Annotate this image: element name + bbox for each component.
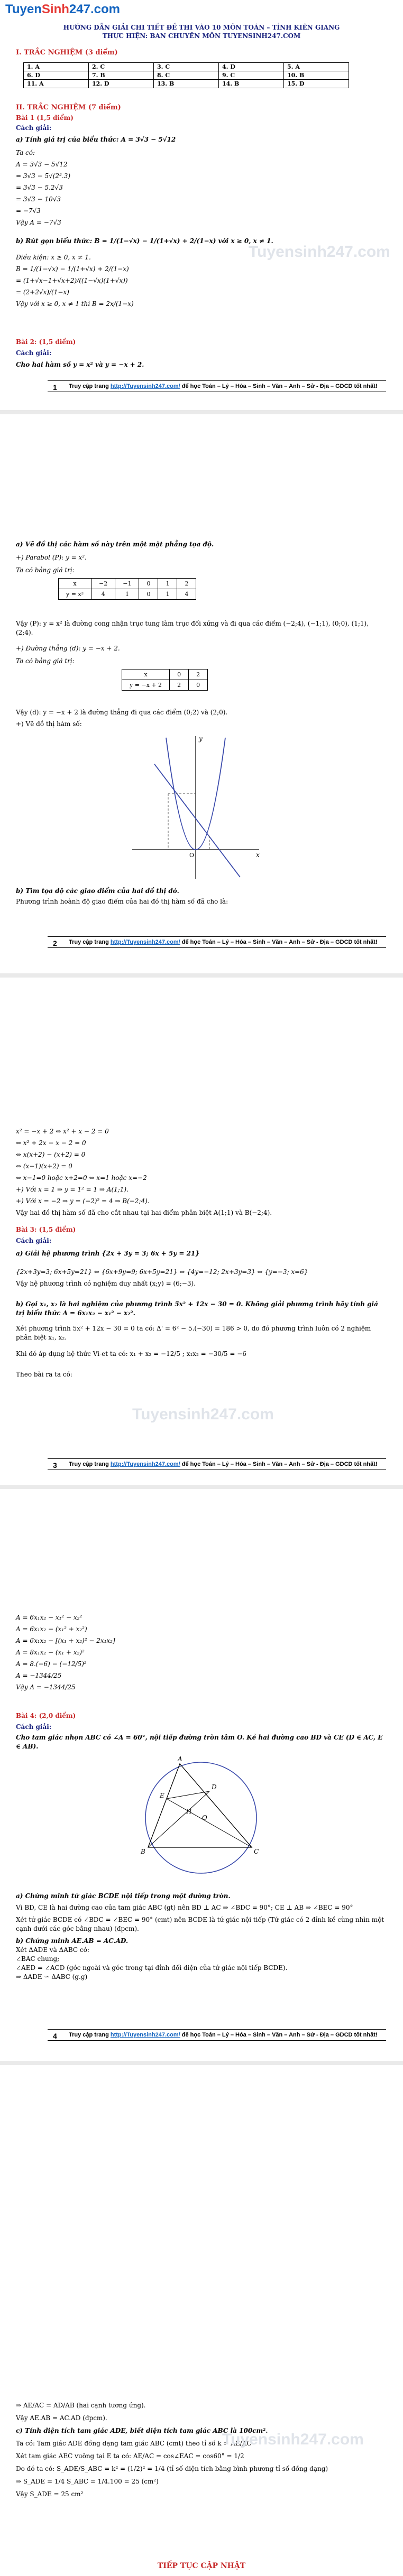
vt-cell: 0 xyxy=(139,589,158,600)
ans-cell: 7. B xyxy=(89,71,154,80)
math-line: Vậy hệ phương trình có nghiệm duy nhất (x;y) = (6;−3). xyxy=(16,1280,196,1287)
text-line: ⇒ AE/AC = AD/AB (hai cạnh tương ứng). xyxy=(16,2402,146,2409)
label-e: E xyxy=(160,1792,164,1799)
q3b-solution xyxy=(16,1324,386,1379)
bai1-heading: Bài 1 (1,5 điểm) xyxy=(16,114,74,122)
table-intro: Ta có bảng giá trị: xyxy=(16,566,75,574)
math-line: ⇔ x(x+2) − (x+2) = 0 xyxy=(16,1151,86,1158)
ans-cell: 14. B xyxy=(219,80,284,88)
q3b-calc xyxy=(16,1612,115,1693)
altitude-ce xyxy=(167,1799,252,1847)
q1b-title: b) Rút gọn biểu thức: B = 1/(1−√x) − 1/(1+√x) + 2/(1−x) với x ≥ 0, x ≠ 1. xyxy=(16,237,273,245)
ans-cell: 2. C xyxy=(89,63,154,71)
footer-suffix: để học Toán – Lý – Hóa – Sinh – Văn – Anh – Sử - Địa – GDCD tốt nhất! xyxy=(181,1461,378,1467)
page-divider xyxy=(0,410,403,414)
text-line: Xét tam giác AEC vuông tại E ta có: AE/AC = cos∠EAC = cos60° = 1/2 xyxy=(16,2452,244,2460)
line-d: +) Đường thẳng (d): y = −x + 2. xyxy=(16,645,120,652)
bai4-given: Cho tam giác nhọn ABC có ∠A = 60°, nội tiếp đường tròn tâm O. Kẻ hai đường cao BD và CE (D ∈ AC, E ∈ AB). xyxy=(16,1734,383,1750)
math-line: A = 8x₁x₂ − (x₁ + x₂)² xyxy=(16,1649,85,1656)
continue-label: TIẾP TỤC CẬP NHẬT xyxy=(157,2562,246,2570)
bai2-heading: Bài 2: (1,5 điểm) xyxy=(16,338,76,346)
q4c-solution xyxy=(16,2399,386,2500)
page-footer xyxy=(48,1458,386,1470)
math-line: +) Với x = −2 ⇒ y = (−2)² = 4 ⇒ B(−2;4). xyxy=(16,1197,150,1205)
parabol-line: +) Parabol (P): y = x². xyxy=(16,554,87,561)
text-line: b) Chứng minh AE.AB = AC.AD. xyxy=(16,1937,129,1945)
q2b-title: b) Tìm tọa độ các giao điểm của hai đồ thị đó. xyxy=(16,887,179,895)
math-line: Điều kiện: x ≥ 0, x ≠ 1. xyxy=(16,254,91,261)
logo-part3: 247.com xyxy=(69,2,120,16)
ans-cell: 15. D xyxy=(284,80,349,88)
footer-prefix: Truy cập trang xyxy=(69,383,109,389)
ans-cell: 10. B xyxy=(284,71,349,80)
ans-cell: 6. D xyxy=(24,71,89,80)
line-note: Vậy (d): y = −x + 2 là đường thẳng đi qua các điểm (0;2) và (2;0). xyxy=(16,709,228,716)
bai2-given: Cho hai hàm số y = x² và y = −x + 2. xyxy=(16,361,144,368)
ans-cell: 1. A xyxy=(24,63,89,71)
ans-cell: 9. C xyxy=(219,71,284,80)
vt-cell: 1 xyxy=(158,589,177,600)
footer-link[interactable]: http://Tuyensinh247.com/ xyxy=(110,1461,180,1467)
math-line: +) Với x = 1 ⇒ y = 1² = 1 ⇒ A(1;1). xyxy=(16,1186,129,1193)
footer-prefix: Truy cập trang xyxy=(69,1461,109,1467)
math-line: ⇔ x² + 2x − x − 2 = 0 xyxy=(16,1139,86,1147)
page-footer xyxy=(48,2029,386,2041)
footer-suffix: để học Toán – Lý – Hóa – Sinh – Văn – Anh – Sử - Địa – GDCD tốt nhất! xyxy=(181,2032,378,2038)
vt-cell: 2 xyxy=(189,669,208,680)
footer-link[interactable]: http://Tuyensinh247.com/ xyxy=(110,939,180,945)
q2b-intro: Phương trình hoành độ giao điểm của hai đồ thị hàm số đã cho là: xyxy=(16,898,228,905)
vt-cell: y = −x + 2 xyxy=(122,680,170,691)
footer-link[interactable]: http://Tuyensinh247.com/ xyxy=(110,2032,180,2038)
bai4-heading: Bài 4: (2,0 điểm) xyxy=(16,1712,76,1719)
math-line: Vậy hai đồ thị hàm số đã cho cắt nhau tại hai điểm phân biệt A(1;1) và B(−2;4). xyxy=(16,1209,272,1216)
vt-cell: 0 xyxy=(139,579,158,589)
math-line: = (1+√x−1+√x+2)/((1−√x)(1+√x)) xyxy=(16,277,128,284)
q1b-solution xyxy=(16,252,134,310)
page-number: 3 xyxy=(53,1461,57,1470)
text-line: Do đó ta có: S_ADE/S_ABC = k² = (1/2)² = 1/4 (tỉ số diện tích bằng bình phương tỉ số đồng dạng) xyxy=(16,2465,328,2472)
footer-suffix: để học Toán – Lý – Hóa – Sinh – Văn – Anh – Sử - Địa – GDCD tốt nhất! xyxy=(181,383,378,389)
vt-cell: 1 xyxy=(115,589,139,600)
bai3-heading: Bài 3: (1,5 điểm) xyxy=(16,1226,76,1233)
math-line: = 3√3 − 10√3 xyxy=(16,196,61,203)
math-line: x² = −x + 2 ⇔ x² + x − 2 = 0 xyxy=(16,1128,109,1135)
text-line: Theo bài ra ta có: xyxy=(16,1371,72,1378)
ans-cell: 12. D xyxy=(89,80,154,88)
vt-cell: x xyxy=(122,669,170,680)
origin-label: O xyxy=(189,852,195,859)
page-number: 2 xyxy=(53,939,57,947)
text-line: ∠BAC chung; xyxy=(16,1955,60,1963)
logo-part1: Tuyen xyxy=(5,2,42,16)
x-axis-label: x xyxy=(256,851,260,859)
math-line: A = −1344/25 xyxy=(16,1672,62,1679)
segment-de xyxy=(167,1791,209,1799)
label-d: D xyxy=(212,1783,217,1791)
circumcircle xyxy=(145,1762,257,1873)
vt-cell: 1 xyxy=(158,579,177,589)
vt-cell: 0 xyxy=(189,680,208,691)
math-line: = 3√3 − 5√(2².3) xyxy=(16,172,71,180)
math-line: Vậy A = −7√3 xyxy=(16,219,61,226)
value-table-parabol xyxy=(58,578,196,600)
text-line: Ta có: Tam giác ADE đồng dạng tam giác ABC (cmt) theo tỉ số k = AE/AC xyxy=(16,2440,252,2447)
page-footer xyxy=(48,936,386,948)
y-axis-label: y xyxy=(199,735,203,742)
vt-cell: −1 xyxy=(115,579,139,589)
label-a: A xyxy=(178,1755,182,1763)
doc-title xyxy=(0,23,403,40)
text-line: Xét tứ giác BCDE có ∠BDC = ∠BEC = 90° (cmt) nên BCDE là tứ giác nội tiếp (Tứ giác có 2 đỉnh kề cùng nhìn một cạnh dưới các góc bằng nhau) (đpcm). xyxy=(16,1916,384,1932)
page-divider xyxy=(0,973,403,978)
math-line: Vậy với x ≥ 0, x ≠ 1 thì B = 2x/(1−x) xyxy=(16,300,134,308)
footer-link[interactable]: http://Tuyensinh247.com/ xyxy=(110,383,180,389)
vt-cell: y = x² xyxy=(59,589,91,600)
footer-suffix: để học Toán – Lý – Hóa – Sinh – Văn – Anh – Sử - Địa – GDCD tốt nhất! xyxy=(181,939,378,945)
footer-prefix: Truy cập trang xyxy=(69,2032,109,2038)
q2b-solution xyxy=(16,1126,386,1219)
page-4 xyxy=(0,1606,403,2576)
cach-giai-label-4: Cách giải: xyxy=(16,1723,52,1731)
footer-prefix: Truy cập trang xyxy=(69,939,109,945)
text-line: ⇒ S_ADE = 1/4 S_ABC = 1/4.100 = 25 (cm²) xyxy=(16,2478,159,2485)
ans-cell: 3. C xyxy=(154,63,219,71)
label-b: B xyxy=(141,1848,145,1855)
math-line: A = 6x₁x₂ − x₁² − x₂² xyxy=(16,1614,83,1621)
math-line: {2x+3y=3; 6x+5y=21} ⇔ {6x+9y=9; 6x+5y=21} ⇔ {4y=−12; 2x+3y=3} ⇔ {y=−3; x=6} xyxy=(16,1268,308,1276)
watermark: Tuyensinh247.com xyxy=(249,243,390,261)
text-line: Vậy S_ADE = 25 cm² xyxy=(16,2490,84,2498)
math-line: = 3√3 − 5.2√3 xyxy=(16,184,63,191)
draw-intro: +) Vẽ đồ thị hàm số: xyxy=(16,720,82,728)
text-line: Xét phương trình 5x² + 12x − 30 = 0 ta có: Δ' = 6² − 5.(−30) = 186 > 0, do đó phương trình luôn có 2 nghiệm phân biệt x₁, x₂. xyxy=(16,1325,371,1341)
watermark: Tuyensinh247.com xyxy=(222,2431,364,2448)
text-line: ∠AED = ∠ACD (góc ngoài và góc trong tại đỉnh đối diện của tứ giác nội tiếp BCDE). xyxy=(16,1964,288,1971)
math-line: A = 6x₁x₂ − [(x₁ + x₂)² − 2x₁x₂] xyxy=(16,1637,115,1644)
q1a-solution xyxy=(16,147,70,228)
math-line: ⇔ (x−1)(x+2) = 0 xyxy=(16,1163,72,1170)
table-intro-2: Ta có bảng giá trị: xyxy=(16,657,75,665)
vt-cell: 4 xyxy=(91,589,115,600)
answer-table xyxy=(23,62,349,88)
q2a-title: a) Vẽ đồ thị các hàm số này trên một mặt phẳng tọa độ. xyxy=(16,541,214,548)
math-line: B = 1/(1−√x) − 1/(1+√x) + 2/(1−x) xyxy=(16,265,129,273)
logo xyxy=(5,2,120,17)
vt-cell: x xyxy=(59,579,91,589)
ans-cell: 13. B xyxy=(154,80,219,88)
label-h: H xyxy=(186,1808,192,1815)
q3a-title: a) Giải hệ phương trình {2x + 3y = 3; 6x + 5y = 21} xyxy=(16,1250,200,1257)
vt-cell: 2 xyxy=(177,579,196,589)
math-line: = (2+2√x)/(1−x) xyxy=(16,289,69,296)
ans-cell: 5. A xyxy=(284,63,349,71)
text-line: Xét ΔADE và ΔABC có: xyxy=(16,1946,89,1954)
part1-heading: I. TRẮC NGHIỆM (3 điểm) xyxy=(16,49,118,57)
geometry-figure xyxy=(127,1754,275,1881)
vt-cell: −2 xyxy=(91,579,115,589)
q4a-title: a) Chứng minh tứ giác BCDE nội tiếp trong một đường tròn. xyxy=(16,1892,231,1900)
value-table-line xyxy=(122,669,208,691)
altitude-bd xyxy=(148,1791,209,1847)
math-line: Vậy A = −1344/25 xyxy=(16,1684,76,1691)
q4a-solution xyxy=(16,1903,386,1982)
math-line: Ta có: xyxy=(16,149,35,156)
page-2 xyxy=(0,419,403,1068)
page-divider xyxy=(0,2061,403,2065)
cach-giai-label-2: Cách giải: xyxy=(16,349,52,357)
logo-part2: Sinh xyxy=(41,2,69,16)
math-line: ⇔ x−1=0 hoặc x+2=0 ⇔ x=1 hoặc x=−2 xyxy=(16,1174,147,1182)
q3b-title: b) Gọi x₁, x₂ là hai nghiệm của phương trình 5x² + 12x − 30 = 0. Không giải phương trình hãy tính giá trị biểu thức A = 6x₁x₂ − x₁² − x₂². xyxy=(16,1300,378,1317)
math-line: A = 3√3 − 5√12 xyxy=(16,161,68,168)
page-number: 1 xyxy=(53,383,57,392)
watermark: Tuyensinh247.com xyxy=(132,1406,274,1423)
vt-cell: 4 xyxy=(177,589,196,600)
text-line: Vậy AE.AB = AC.AD (đpcm). xyxy=(16,2414,107,2422)
q3a-solution xyxy=(16,1266,386,1289)
ans-cell: 11. A xyxy=(24,80,89,88)
math-line: A = 8.(−6) − (−12/5)² xyxy=(16,1660,87,1668)
label-c: C xyxy=(254,1848,259,1855)
title-line-2: THỰC HIỆN: BAN CHUYÊN MÔN TUYENSINH247.COM xyxy=(102,32,301,40)
vt-cell: 0 xyxy=(170,669,189,680)
ans-cell: 8. C xyxy=(154,71,219,80)
math-line: = −7√3 xyxy=(16,207,41,215)
function-graph xyxy=(127,733,264,881)
text-line: Khi đó áp dụng hệ thức Vi-et ta có: x₁ + x₂ = −12/5 ; x₁x₂ = −30/5 = −6 xyxy=(16,1350,246,1357)
text-line: ⇒ ΔADE ∽ ΔABC (g.g) xyxy=(16,1973,88,1980)
vt-cell: 2 xyxy=(170,680,189,691)
q1a-title: a) Tính giá trị của biểu thức: A = 3√3 − 5√12 xyxy=(16,136,176,143)
page-number: 4 xyxy=(53,2032,57,2040)
page-divider xyxy=(0,1485,403,1489)
text-line: Vì BD, CE là hai đường cao của tam giác ABC (gt) nên BD ⊥ AC ⇒ ∠BDC = 90°; CE ⊥ AB ⇒ ∠BEC = 90° xyxy=(16,1904,353,1911)
label-o: O xyxy=(202,1814,207,1821)
page-footer xyxy=(48,380,386,392)
text-line: c) Tính diện tích tam giác ADE, biết diện tích tam giác ABC là 100cm². xyxy=(16,2427,268,2434)
ans-cell: 4. D xyxy=(219,63,284,71)
math-line: A = 6x₁x₂ − (x₁² + x₂²) xyxy=(16,1625,87,1633)
part2-heading: II. TRẮC NGHIỆM (7 điểm) xyxy=(16,104,121,111)
title-line-1: HƯỚNG DẪN GIẢI CHI TIẾT ĐỀ THI VÀO 10 MÔN TOÁN – TỈNH KIÊN GIANG xyxy=(63,24,340,31)
cach-giai-label: Cách giải: xyxy=(16,124,52,132)
cach-giai-label-3: Cách giải: xyxy=(16,1237,52,1244)
line-d-graph xyxy=(154,764,240,877)
parabol-note: Vậy (P): y = x² là đường cong nhận trục tung làm trục đối xứng và đi qua các điểm (−2;4), (−1;1), (0;0), (1;1), (2;4). xyxy=(16,620,369,636)
